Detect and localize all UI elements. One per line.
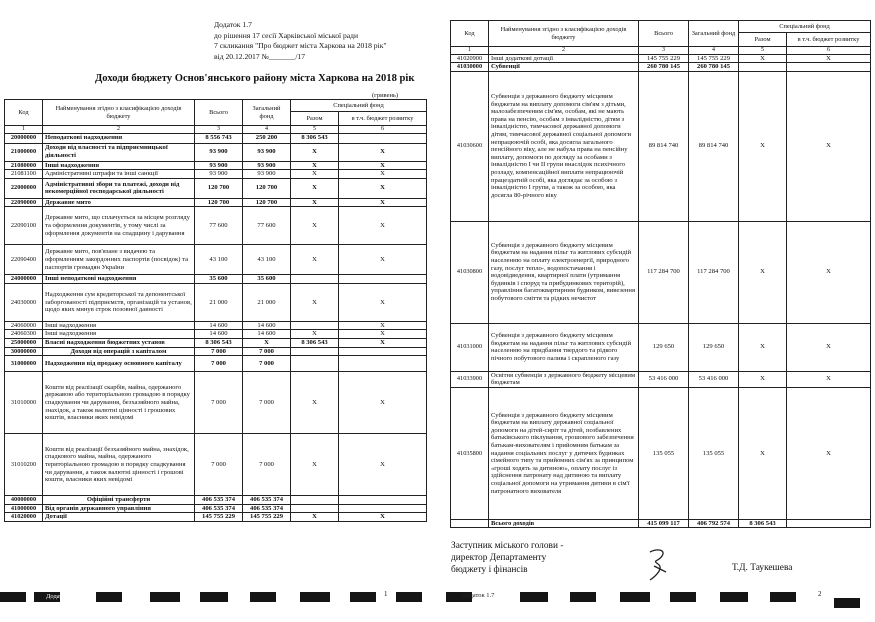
header-code: Код — [451, 21, 489, 47]
row-name: Від органів державного управління — [43, 504, 195, 513]
row-special-total — [291, 504, 339, 513]
row-general-fund: 135 055 — [689, 387, 739, 519]
page-gutter — [430, 0, 440, 622]
decree-line-1: Додаток 1.7 — [214, 20, 252, 29]
decree-line-3: 7 скликання "Про бюджет міста Харкова на 2018 рік" — [214, 41, 387, 50]
row-code: 41020000 — [5, 513, 43, 522]
redaction-block — [620, 592, 650, 602]
row-general-fund: 120 700 — [243, 198, 291, 207]
row-name: Державне мито, що сплачується за місцем розгляду та оформлення документів, у тому числі за оформлення документів на спадщину і дарування — [43, 207, 195, 245]
signature-position-3: бюджету і фінансів — [451, 565, 528, 575]
row-general-fund: 406 535 374 — [243, 496, 291, 505]
row-name: Кошти від реалізації скарбів, майна, одержаного державою або територіальною громадою в порядку спадкування чи дарування, безхазяйного майна, знахідок, а також валютні цінності і грошових коштів, власники яких невідомі — [43, 372, 195, 434]
table-row — [5, 245, 427, 275]
row-name: Всього доходів — [489, 519, 639, 528]
table-row — [451, 63, 871, 72]
row-special-development: X — [339, 372, 427, 434]
redaction-block — [770, 592, 796, 602]
row-special-total: X — [291, 372, 339, 434]
row-total: 7 000 — [195, 347, 243, 356]
row-total: 14 600 — [195, 321, 243, 330]
table-row — [5, 207, 427, 245]
table-row — [5, 170, 427, 179]
header-total: Всього — [195, 100, 243, 126]
row-code: 22090400 — [5, 245, 43, 275]
row-code: 22090000 — [5, 198, 43, 207]
row-general-fund: 260 780 145 — [689, 63, 739, 72]
row-code: 24060300 — [5, 330, 43, 339]
row-special-development: X — [339, 170, 427, 179]
row-code: 31010200 — [5, 434, 43, 496]
column-index-row — [5, 126, 427, 134]
row-name: Адміністративні збори та платежі, доходи від некомерційної господарської діяльності — [43, 178, 195, 198]
signatory-name: Т.Д. Таукешева — [732, 563, 793, 573]
row-code: 24000000 — [5, 275, 43, 284]
row-total: 120 700 — [195, 178, 243, 198]
row-general-fund: 93 900 — [243, 170, 291, 179]
redaction-block — [0, 592, 26, 602]
row-total: 7 000 — [195, 434, 243, 496]
signature-block — [451, 540, 563, 576]
row-code: 41035800 — [451, 387, 489, 519]
row-total: 21 000 — [195, 283, 243, 321]
revenue-table-right — [450, 20, 871, 528]
row-name: Субвенція з державного бюджету місцевим бюджетам на надання пільг та житлових субсидій населенню на оплату електроенергії, природного газу, послуг тепло-, водопостачання і водовідведення, квартирної плати (утримання будинків і споруд та прибудинкових територій), управління багатоквартирним будинком, вивезення побутового сміття та рідких нечистот — [489, 221, 639, 323]
row-special-development: X — [339, 434, 427, 496]
row-special-development: X — [787, 371, 871, 387]
row-total: 406 535 374 — [195, 496, 243, 505]
row-general-fund: 43 100 — [243, 245, 291, 275]
redaction-block — [520, 592, 548, 602]
page-number-left: 1 — [384, 590, 388, 598]
row-name: Дотації — [43, 513, 195, 522]
table-row — [451, 71, 871, 221]
row-total: 8 306 543 — [195, 339, 243, 348]
revenue-table-left — [4, 99, 427, 522]
row-special-total: X — [291, 245, 339, 275]
signature-position-2: директор Департаменту — [451, 553, 547, 563]
row-special-total — [291, 347, 339, 356]
redaction-block — [834, 598, 860, 608]
row-total: 135 055 — [639, 387, 689, 519]
row-special-total: X — [291, 143, 339, 161]
table-row — [5, 143, 427, 161]
row-special-total: X — [291, 161, 339, 170]
table-row — [5, 198, 427, 207]
row-special-development: X — [339, 178, 427, 198]
row-special-total: X — [739, 221, 787, 323]
column-index: 6 — [339, 126, 427, 134]
row-general-fund: X — [243, 339, 291, 348]
table-row — [5, 496, 427, 505]
row-special-development — [339, 496, 427, 505]
column-index: 3 — [639, 47, 689, 55]
redaction-block — [96, 592, 122, 602]
row-general-fund: 117 284 700 — [689, 221, 739, 323]
row-special-total — [291, 356, 339, 372]
header-special-total: Разом — [739, 33, 787, 47]
row-name: Неподаткові надходження — [43, 133, 195, 143]
row-code: 41031000 — [451, 323, 489, 371]
row-special-total: X — [291, 283, 339, 321]
header-general-fund: Загальний фонд — [689, 21, 739, 47]
row-general-fund: 93 900 — [243, 143, 291, 161]
row-general-fund: 77 600 — [243, 207, 291, 245]
row-code: 41020900 — [451, 54, 489, 63]
row-general-fund: 53 416 000 — [689, 371, 739, 387]
row-code — [451, 519, 489, 528]
row-code: 41033900 — [451, 371, 489, 387]
table-row — [5, 504, 427, 513]
row-name: Субвенція з державного бюджету місцевим бюджетам на виплату допомоги сім'ям з дітьми, малозабезпеченим сім'ям, особам, які не мають права на пенсію, особам з інвалідністю, дітям з інвалідністю, тимчасової державної допомоги дітям, тимчасової державної соціальної допомоги непрацюючій особі, яка досягла загального пенсійного віку, але не набула права на пенсійну виплату, допомоги по догляду за особами з інвалідністю I чи II групи внаслідок психічного розладу, компенсаційної виплати непрацюючій працездатній особі, яка доглядає за особою з інвалідністю I групи, а також за особою, яка досягла 80-річного віку — [489, 71, 639, 221]
row-general-fund: 21 000 — [243, 283, 291, 321]
row-general-fund: 120 700 — [243, 178, 291, 198]
row-name: Освітня субвенція з державного бюджету місцевим бюджетам — [489, 371, 639, 387]
redaction-block — [670, 592, 696, 602]
header-general-fund: Загальний фонд — [243, 100, 291, 126]
row-special-development: X — [339, 245, 427, 275]
row-special-development: X — [787, 387, 871, 519]
row-name: Офіційні трансферти — [43, 496, 195, 505]
row-special-development: X — [339, 330, 427, 339]
row-total: 35 600 — [195, 275, 243, 284]
row-total: 93 900 — [195, 143, 243, 161]
scan-footer — [0, 590, 875, 622]
table-row — [5, 434, 427, 496]
row-special-total: X — [291, 513, 339, 522]
row-special-total — [291, 496, 339, 505]
row-special-development: X — [339, 207, 427, 245]
column-index: 4 — [243, 126, 291, 134]
row-special-total — [291, 275, 339, 284]
row-code: 21080000 — [5, 161, 43, 170]
row-special-development — [339, 347, 427, 356]
row-total: 43 100 — [195, 245, 243, 275]
row-total: 14 600 — [195, 330, 243, 339]
signature-position-1: Заступник міського голови - — [451, 541, 564, 551]
redaction-block — [570, 592, 596, 602]
row-special-total: X — [739, 71, 787, 221]
row-special-development: X — [787, 323, 871, 371]
row-name: Надходження від продажу основного капіталу — [43, 356, 195, 372]
row-special-total: X — [739, 323, 787, 371]
row-general-fund: 7 000 — [243, 347, 291, 356]
column-index: 1 — [451, 47, 489, 55]
decree-line-4: від 20.12.2017 №_______/17 — [214, 51, 306, 61]
redaction-block — [200, 592, 228, 602]
row-general-fund: 89 814 740 — [689, 71, 739, 221]
header-code: Код — [5, 100, 43, 126]
table-row — [5, 356, 427, 372]
page-left — [0, 0, 430, 590]
redaction-block — [150, 592, 180, 602]
row-name: Кошти від реалізації безхазяйного майна, знахідок, спадкового майна, майна, одержаного територіальною громадою в порядку спадкування чи дарування, а також валютні цінності і грошові кошти, власники яких невідомі — [43, 434, 195, 496]
row-code: 41030800 — [451, 221, 489, 323]
row-special-development — [339, 133, 427, 143]
redaction-block — [720, 592, 748, 602]
row-code: 41000000 — [5, 504, 43, 513]
row-special-development: X — [339, 283, 427, 321]
row-special-total: X — [291, 330, 339, 339]
row-code: 20000000 — [5, 133, 43, 143]
table-row — [5, 283, 427, 321]
page-number-right: 2 — [818, 590, 822, 598]
row-special-development: X — [339, 143, 427, 161]
row-name: Субвенція з державного бюджету місцевим бюджетам на виплату державної соціальної допомоги на дітей-сиріт та дітей, позбавлених батьківського піклування, грошового забезпечення батькам-вихователям і прийомним батькам за надання соціальних послуг у дитячих будинках сімейного типу та прийомних сім'ях за принципом «гроші ходять за дитиною», оплату послуг із здійснення патронату над дитиною та виплату соціальної допомоги на утримання дитини в сім'ї патронатного вихователя — [489, 387, 639, 519]
row-code: 41030600 — [451, 71, 489, 221]
row-special-development: X — [339, 513, 427, 522]
row-total: 145 755 229 — [639, 54, 689, 63]
row-total: 93 900 — [195, 170, 243, 179]
header-special-development: в т.ч. бюджет розвитку — [339, 112, 427, 126]
row-total: 406 535 374 — [195, 504, 243, 513]
row-code: 21081100 — [5, 170, 43, 179]
row-code: 31000000 — [5, 356, 43, 372]
header-total: Всього — [639, 21, 689, 47]
row-total: 7 000 — [195, 356, 243, 372]
column-index: 2 — [43, 126, 195, 134]
row-name: Державне мито, пов'язане з видачею та оформленням закордонних паспортів (посвідок) та паспортів громадян України — [43, 245, 195, 275]
column-index: 3 — [195, 126, 243, 134]
row-special-total: X — [739, 54, 787, 63]
row-total: 415 099 117 — [639, 519, 689, 528]
row-general-fund: 7 000 — [243, 434, 291, 496]
table-row — [451, 387, 871, 519]
row-special-development: X — [339, 321, 427, 330]
row-name: Субвенції — [489, 63, 639, 72]
row-code: 41030000 — [451, 63, 489, 72]
row-total: 120 700 — [195, 198, 243, 207]
row-total: 260 780 145 — [639, 63, 689, 72]
row-general-fund: 7 000 — [243, 372, 291, 434]
table-row — [5, 275, 427, 284]
row-name: Субвенція з державного бюджету місцевим бюджетам на надання пільг та житлових субсидій населенню на придбання твердого та рідкого пічного побутового палива і скрапленого газу — [489, 323, 639, 371]
row-special-total: X — [291, 170, 339, 179]
row-special-total — [739, 63, 787, 72]
row-special-total: 8 306 543 — [739, 519, 787, 528]
column-index: 1 — [5, 126, 43, 134]
row-code: 21000000 — [5, 143, 43, 161]
footer-label-right: Додаток 1.7 — [462, 592, 495, 599]
redaction-block — [396, 592, 422, 602]
handwritten-signature — [644, 546, 674, 584]
row-code: 24060000 — [5, 321, 43, 330]
row-general-fund: 93 900 — [243, 161, 291, 170]
table-row — [451, 371, 871, 387]
decree-line-2: до рішення 17 сесії Харківської міської ради — [214, 30, 359, 40]
table-row — [451, 221, 871, 323]
column-index-row — [451, 47, 871, 55]
column-index: 5 — [291, 126, 339, 134]
row-special-development — [339, 504, 427, 513]
footer-label-left: Додаток 1.7 — [46, 593, 79, 600]
row-special-total: X — [739, 387, 787, 519]
row-general-fund: 7 000 — [243, 356, 291, 372]
column-index: 2 — [489, 47, 639, 55]
table-row — [451, 54, 871, 63]
row-special-development — [339, 356, 427, 372]
row-special-development: X — [787, 54, 871, 63]
row-special-development — [787, 519, 871, 528]
row-total: 53 416 000 — [639, 371, 689, 387]
row-general-fund: 250 200 — [243, 133, 291, 143]
row-special-development — [787, 63, 871, 72]
row-special-total: X — [291, 178, 339, 198]
row-name: Інші надходження — [43, 321, 195, 330]
table-row — [5, 178, 427, 198]
row-special-total: 8 306 543 — [291, 133, 339, 143]
redaction-block — [250, 592, 276, 602]
row-name: Власні надходження бюджетних установ — [43, 339, 195, 348]
table-row — [5, 330, 427, 339]
row-general-fund: 145 755 229 — [243, 513, 291, 522]
row-name: Інші додаткові дотації — [489, 54, 639, 63]
table-row — [5, 513, 427, 522]
header-special-fund: Спеціальний фонд — [291, 100, 427, 112]
row-total: 117 284 700 — [639, 221, 689, 323]
row-total: 8 556 743 — [195, 133, 243, 143]
table-row — [5, 321, 427, 330]
row-total: 77 600 — [195, 207, 243, 245]
row-code: 40000000 — [5, 496, 43, 505]
table-row — [5, 133, 427, 143]
row-code: 22000000 — [5, 178, 43, 198]
column-index: 4 — [689, 47, 739, 55]
row-total: 145 755 229 — [195, 513, 243, 522]
row-general-fund: 14 600 — [243, 330, 291, 339]
row-general-fund: 35 600 — [243, 275, 291, 284]
row-total: 89 814 740 — [639, 71, 689, 221]
row-special-development: X — [339, 198, 427, 207]
row-total: 129 650 — [639, 323, 689, 371]
row-general-fund: 129 650 — [689, 323, 739, 371]
row-special-total: X — [291, 198, 339, 207]
header-name: Найменування згідно з класифікацією доходів бюджету — [43, 100, 195, 126]
row-name: Інші надходження — [43, 161, 195, 170]
row-name: Адміністративні штрафи та інші санкції — [43, 170, 195, 179]
row-special-development: X — [339, 161, 427, 170]
row-special-total: 8 306 543 — [291, 339, 339, 348]
header-special-total: Разом — [291, 112, 339, 126]
row-special-development: X — [339, 339, 427, 348]
row-special-total: X — [739, 371, 787, 387]
row-name: Надходження сум кредиторської та депонентської заборгованості підприємств, організацій та установ, щодо яких минув строк позовної давності — [43, 283, 195, 321]
currency-unit: (гривень) — [372, 92, 399, 99]
row-general-fund: 145 755 229 — [689, 54, 739, 63]
row-name: Інші надходження — [43, 330, 195, 339]
redaction-block — [300, 592, 330, 602]
row-code: 22090100 — [5, 207, 43, 245]
row-special-total: X — [291, 434, 339, 496]
row-general-fund: 406 535 374 — [243, 504, 291, 513]
table-row — [451, 519, 871, 528]
row-code: 30000000 — [5, 347, 43, 356]
row-code: 24030000 — [5, 283, 43, 321]
table-row — [451, 323, 871, 371]
row-general-fund: 406 792 574 — [689, 519, 739, 528]
row-total: 93 900 — [195, 161, 243, 170]
column-index: 6 — [787, 47, 871, 55]
header-special-development: в т.ч. бюджет розвитку — [787, 33, 871, 47]
document-title: Доходи бюджету Основ'янського району міста Харкова на 2018 рік — [95, 73, 415, 84]
row-code: 31010000 — [5, 372, 43, 434]
redaction-block — [350, 592, 376, 602]
row-name: Доходи від операцій з капіталом — [43, 347, 195, 356]
table-row — [5, 339, 427, 348]
row-special-total — [291, 321, 339, 330]
row-special-total: X — [291, 207, 339, 245]
table-row — [5, 161, 427, 170]
decree-reference — [214, 20, 386, 62]
column-index: 5 — [739, 47, 787, 55]
row-name: Доходи від власності та підприємницької діяльності — [43, 143, 195, 161]
row-general-fund: 14 600 — [243, 321, 291, 330]
row-name: Державне мито — [43, 198, 195, 207]
table-row — [5, 372, 427, 434]
header-name: Найменування згідно з класифікацією доходів бюджету — [489, 21, 639, 47]
row-special-development: X — [787, 71, 871, 221]
row-total: 7 000 — [195, 372, 243, 434]
header-special-fund: Спеціальний фонд — [739, 21, 871, 33]
row-special-development — [339, 275, 427, 284]
table-row — [5, 347, 427, 356]
row-code: 25000000 — [5, 339, 43, 348]
row-special-development: X — [787, 221, 871, 323]
row-name: Інші неподаткові надходження — [43, 275, 195, 284]
